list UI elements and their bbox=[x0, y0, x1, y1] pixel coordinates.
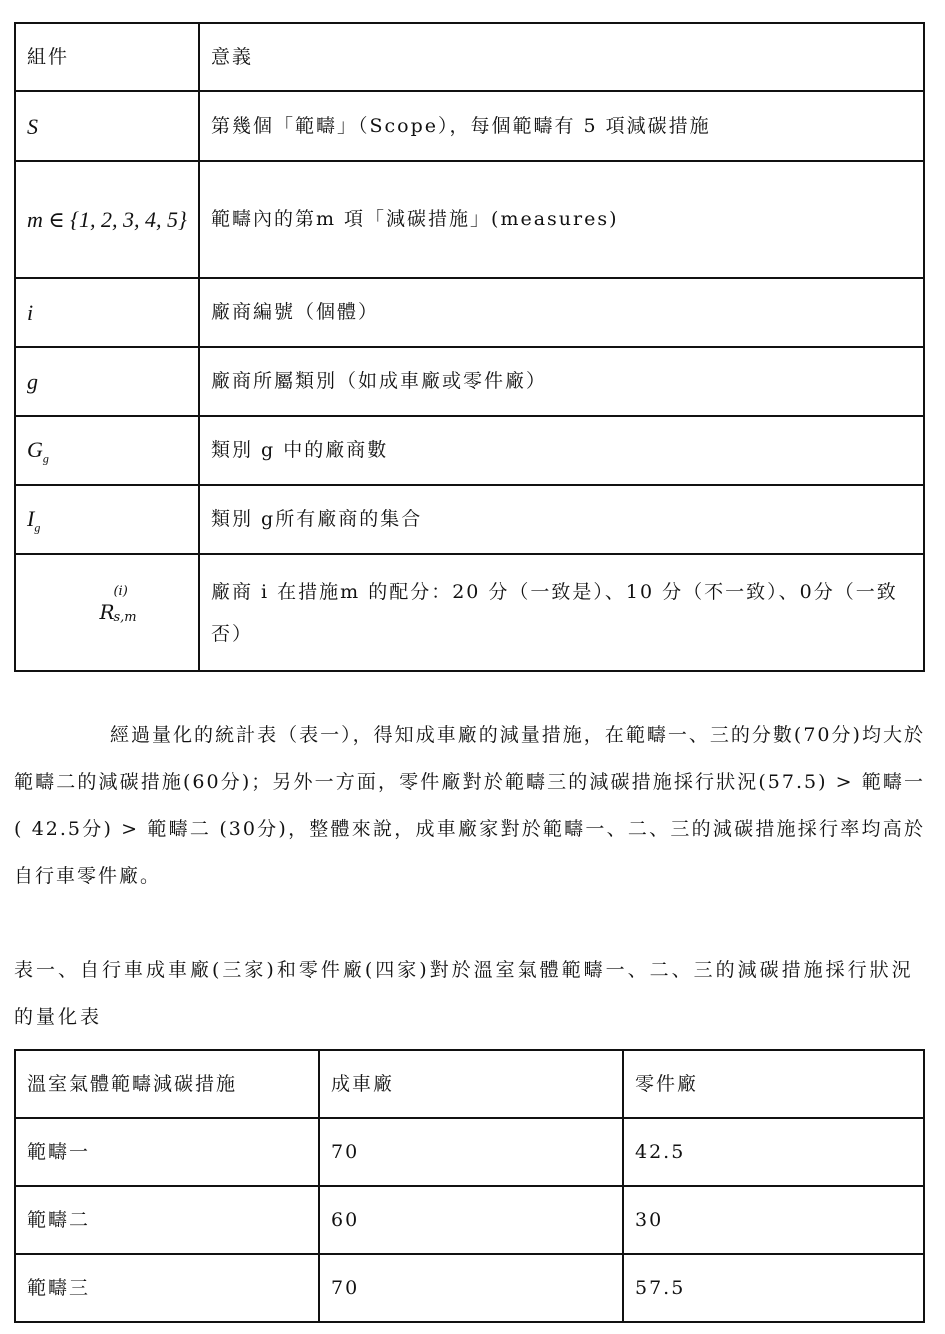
table-cell: 60 bbox=[319, 1186, 623, 1254]
symbol-subscript: g bbox=[42, 451, 49, 466]
meaning-cell: 廠商編號（個體） bbox=[199, 278, 924, 347]
table-cell: 範疇二 bbox=[15, 1186, 319, 1254]
table-row bbox=[15, 416, 924, 485]
table-cell: 範疇三 bbox=[15, 1254, 319, 1322]
table-row bbox=[15, 278, 924, 347]
symbol-base: I bbox=[27, 506, 35, 532]
meaning-cell: 類別 g所有廠商的集合 bbox=[199, 485, 924, 554]
symbol-cell bbox=[15, 416, 199, 485]
symbol-subscript: g bbox=[34, 520, 41, 535]
symbol-base: R bbox=[99, 600, 115, 625]
table-header-row bbox=[15, 23, 924, 91]
header-cell: 成車廠 bbox=[319, 1050, 623, 1118]
table-row bbox=[15, 1186, 924, 1254]
symbol-base: G bbox=[27, 437, 43, 463]
table-cell: 70 bbox=[319, 1254, 623, 1322]
meaning-cell: 廠商 i 在措施m 的配分：20 分（一致是）、10 分（不一致）、0分（一致否） bbox=[199, 554, 924, 671]
table-cell: 範疇一 bbox=[15, 1118, 319, 1186]
table-header-row bbox=[15, 1050, 924, 1118]
table-row bbox=[15, 347, 924, 416]
symbol-cell bbox=[15, 485, 199, 554]
symbol-cell: m ∈ {1, 2, 3, 4, 5} bbox=[15, 161, 199, 278]
score-formula bbox=[99, 584, 137, 627]
table-row bbox=[15, 554, 924, 671]
table-cell: 42.5 bbox=[623, 1118, 924, 1186]
symbol-cell bbox=[15, 554, 199, 671]
table-row bbox=[15, 161, 924, 278]
symbol-cell: g bbox=[15, 347, 199, 416]
table-cell: 70 bbox=[319, 1118, 623, 1186]
symbol-cell: i bbox=[15, 278, 199, 347]
meaning-cell: 範疇內的第m 項「減碳措施」(measures) bbox=[199, 161, 924, 278]
table-cell: 57.5 bbox=[623, 1254, 924, 1322]
table-caption: 表一、自行車成車廠(三家)和零件廠(四家)對於溫室氣體範疇一、二、三的減碳措施採行狀況的量化表 bbox=[14, 959, 914, 1028]
table-row bbox=[15, 1254, 924, 1322]
table-row bbox=[15, 1118, 924, 1186]
definition-table bbox=[14, 22, 925, 672]
header-component: 組件 bbox=[15, 23, 199, 91]
score-table bbox=[14, 1049, 925, 1323]
body-paragraph: 經過量化的統計表（表一），得知成車廠的減量措施，在範疇一、三的分數(70分)均大於範疇二的減碳措施(60分)；另外一方面，零件廠對於範疇三的減碳措施採行狀況(57.5) > 範疇一( 42.5分) > 範疇二 (30分)，整體來說，成車廠家對於範疇一、二、三的減碳措施採行率均高於自行車零件廠。 bbox=[14, 724, 925, 887]
header-cell: 零件廠 bbox=[623, 1050, 924, 1118]
table-row bbox=[15, 485, 924, 554]
meaning-cell: 廠商所屬類別（如成車廠或零件廠） bbox=[199, 347, 924, 416]
symbol-superscript: (i) bbox=[113, 584, 128, 600]
meaning-cell: 類別 g 中的廠商數 bbox=[199, 416, 924, 485]
symbol-subscript: s,m bbox=[113, 610, 137, 626]
symbol-cell: S bbox=[15, 91, 199, 161]
table-row bbox=[15, 91, 924, 161]
table-cell: 30 bbox=[623, 1186, 924, 1254]
header-meaning: 意義 bbox=[199, 23, 924, 91]
header-cell: 溫室氣體範疇減碳措施 bbox=[15, 1050, 319, 1118]
meaning-cell: 第幾個「範疇」（Scope），每個範疇有 5 項減碳措施 bbox=[199, 91, 924, 161]
